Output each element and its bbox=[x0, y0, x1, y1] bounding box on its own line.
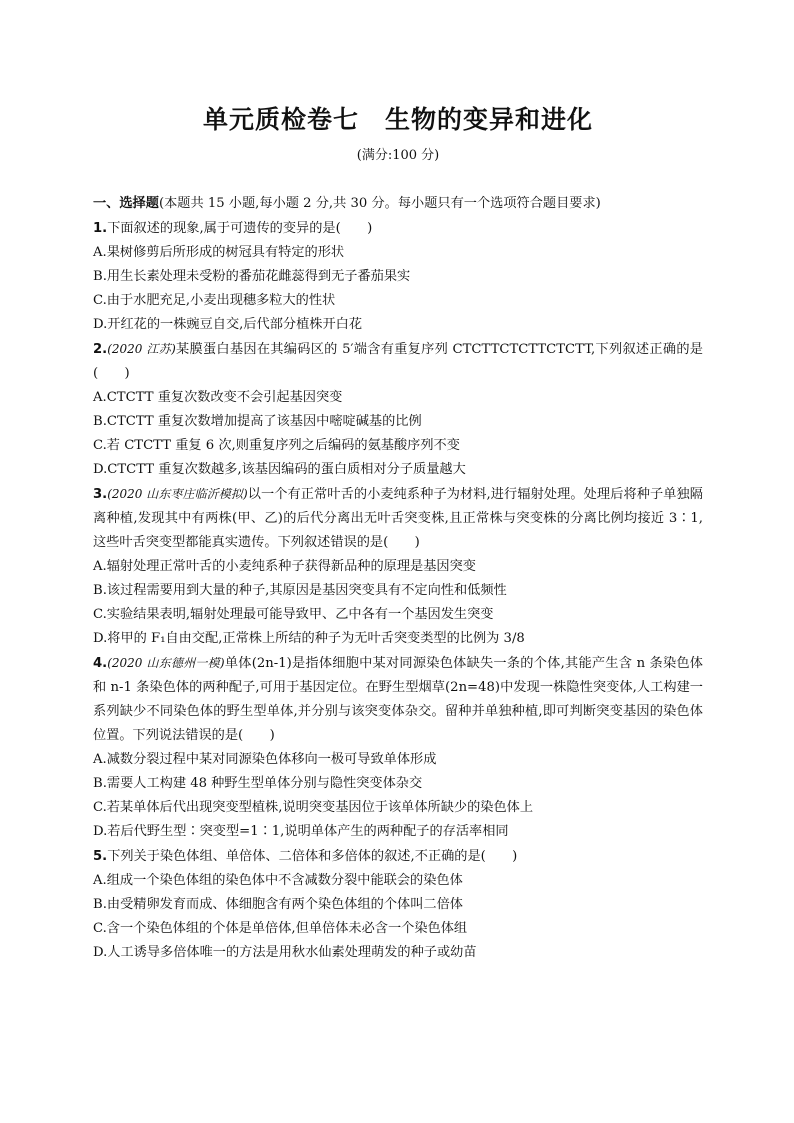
question-stem bbox=[93, 651, 703, 748]
question-2 bbox=[93, 337, 703, 482]
option-d: D.将甲的 F₁自由交配,正常株上所结的种子为无叶舌突变类型的比例为 3/8 bbox=[93, 631, 525, 646]
question-3 bbox=[93, 482, 703, 651]
question-source: (2020 山东德州一模) bbox=[107, 656, 225, 670]
question-1 bbox=[93, 216, 703, 337]
option-c: C.由于水肥充足,小麦出现穗多粒大的性状 bbox=[93, 293, 336, 308]
question-text: 以一个有正常叶舌的小麦纯系种子为材料,进行辐射处理。处理后将种子单独隔离种植,发现其中有两株(甲、乙)的后代分离出无叶舌突变株,且正常株与突变株的分离比例均接近 3∶1,这些叶舌突变型都能真实遗传。下列叙述错误的是( ) bbox=[93, 487, 703, 550]
question-4 bbox=[93, 651, 703, 844]
question-text: 单体(2n-1)是指体细胞中某对同源染色体缺失一条的个体,其能产生含 n 条染色体和 n-1 条染色体的两种配子,可用于基因定位。在野生型烟草(2n=48)中发现一株隐性突变体,人工构建一系列缺少不同染色体的野生型单体,并分别与该突变体杂交。留种并单独种植,即可判断突变基因的染色体位置。下列说法错误的是( ) bbox=[93, 656, 703, 743]
question-text: 下列关于染色体组、单倍体、二倍体和多倍体的叙述,不正确的是( ) bbox=[107, 849, 518, 864]
option-a: A.减数分裂过程中某对同源染色体移向一极可导致单体形成 bbox=[93, 752, 437, 767]
option-d: D.人工诱导多倍体唯一的方法是用秋水仙素处理萌发的种子或幼苗 bbox=[93, 945, 477, 960]
page-title: 单元质检卷七 生物的变异和进化 bbox=[202, 105, 593, 134]
option-b: B.用生长素处理未受粉的番茄花雌蕊得到无子番茄果实 bbox=[93, 269, 411, 284]
section-heading bbox=[93, 192, 703, 216]
option-c: C.若 CTCTT 重复 6 次,则重复序列之后编码的氨基酸序列不变 bbox=[93, 438, 460, 453]
option-d: D.开红花的一株豌豆自交,后代部分植株开白花 bbox=[93, 317, 363, 332]
option-c: C.若某单体后代出现突变型植株,说明突变基因位于该单体所缺少的染色体上 bbox=[93, 800, 534, 815]
option-d: D.若后代野生型∶突变型=1∶1,说明单体产生的两种配子的存活率相同 bbox=[93, 824, 509, 839]
page-subtitle: (满分:100 分) bbox=[356, 148, 440, 163]
option-c: C.含一个染色体组的个体是单倍体,但单倍体未必含一个染色体组 bbox=[93, 921, 468, 936]
option-a: A.果树修剪后所形成的树冠具有特定的形状 bbox=[93, 245, 345, 260]
question-text: 某膜蛋白基因在其编码区的 5′端含有重复序列 CTCTTCTCTTCTCTT,下列叙述正确的是( ) bbox=[93, 342, 703, 381]
question-stem bbox=[93, 337, 703, 386]
option-b: B.需要人工构建 48 种野生型单体分别与隐性突变体杂交 bbox=[93, 776, 423, 791]
question-text: 下面叙述的现象,属于可遗传的变异的是( ) bbox=[107, 221, 373, 236]
option-d: D.CTCTT 重复次数越多,该基因编码的蛋白质相对分子质量越大 bbox=[93, 462, 466, 477]
exam-page bbox=[93, 100, 703, 965]
question-stem bbox=[93, 844, 703, 869]
option-a: A.组成一个染色体组的染色体中不含减数分裂中能联会的染色体 bbox=[93, 873, 463, 888]
option-b: B.由受精卵发育而成、体细胞含有两个染色体组的个体叫二倍体 bbox=[93, 897, 463, 912]
question-number: 1. bbox=[93, 221, 108, 236]
question-stem bbox=[93, 216, 703, 241]
question-number: 4. bbox=[93, 656, 108, 671]
question-number: 2. bbox=[93, 342, 108, 357]
option-b: B.该过程需要用到大量的种子,其原因是基因突变具有不定向性和低频性 bbox=[93, 583, 507, 598]
question-number: 3. bbox=[93, 487, 108, 502]
option-b: B.CTCTT 重复次数增加提高了该基因中嘧啶碱基的比例 bbox=[93, 414, 422, 429]
multiple-choice-section bbox=[93, 192, 703, 965]
question-source: (2020 山东枣庄临沂模拟) bbox=[107, 487, 248, 501]
question-5 bbox=[93, 844, 703, 965]
question-number: 5. bbox=[93, 849, 108, 864]
question-source: (2020 江苏) bbox=[107, 342, 176, 356]
option-c: C.实验结果表明,辐射处理最可能导致甲、乙中各有一个基因发生突变 bbox=[93, 607, 494, 622]
section-note: (本题共 15 小题,每小题 2 分,共 30 分。每小题只有一个选项符合题目要求) bbox=[158, 196, 601, 211]
section-lead: 一、选择题 bbox=[93, 196, 159, 211]
option-a: A.辐射处理正常叶舌的小麦纯系种子获得新品种的原理是基因突变 bbox=[93, 559, 476, 574]
option-a: A.CTCTT 重复次数改变不会引起基因突变 bbox=[93, 390, 343, 405]
question-stem bbox=[93, 482, 703, 555]
